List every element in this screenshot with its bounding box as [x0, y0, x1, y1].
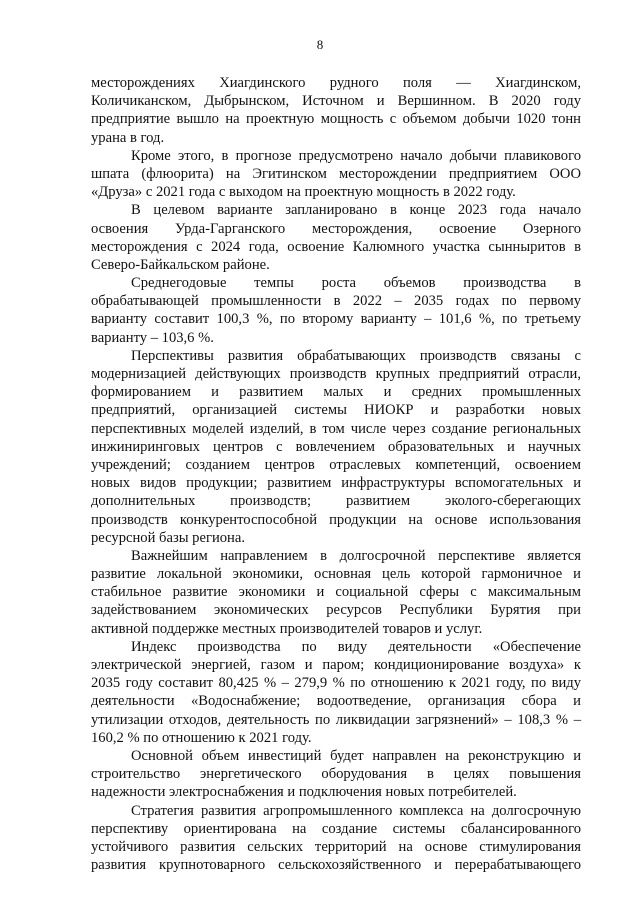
- text-line: месторождения с 2024 года, освоение Калюмного участка сынныритов в: [91, 238, 581, 255]
- text-line: новых видов продукции; развитием инфраструктуры вспомогательных и: [91, 475, 581, 492]
- text-line: производств конкурентоспособной продукции на основе использования: [91, 511, 581, 528]
- text-line: Количиканском, Дыбрынском, Источном и Вершинном. В 2020 году: [91, 93, 581, 110]
- text-line: 160,2 % по отношению к 2021 году.: [91, 729, 312, 746]
- document-body: [91, 74, 581, 874]
- page-number: 8: [316, 37, 324, 52]
- paragraph: [91, 201, 581, 274]
- paragraph: [91, 74, 581, 147]
- text-line: варианту составит 100,3 %, по второму варианту – 101,6 %, по третьему: [91, 311, 581, 328]
- paragraph: [91, 802, 581, 875]
- text-line: деятельности «Водоснабжение; водоотведение, организация сбора и: [91, 693, 581, 710]
- text-line: перспективных моделей изделий, в том числе через создание региональных: [91, 420, 581, 437]
- text-line: Важнейшим направлением в долгосрочной перспективе является: [131, 547, 581, 564]
- text-line: «Друза» с 2021 года с выходом на проектную мощность в 2022 году.: [91, 184, 516, 201]
- paragraph: [91, 147, 581, 202]
- paragraph: [91, 747, 581, 802]
- text-line: предприятий, организацией системы НИОКР и разработки новых: [91, 402, 581, 419]
- text-line: В целевом варианте запланировано в конце 2023 года начало: [131, 202, 581, 219]
- text-line: надежности электроснабжения и подключения новых потребителей.: [91, 784, 517, 801]
- paragraph: [91, 638, 581, 747]
- text-line: задействованием экономических ресурсов Республики Бурятия при: [91, 602, 581, 619]
- text-line: обрабатывающей промышленности в 2022 – 2035 годах по первому: [91, 293, 581, 310]
- text-line: учреждений; созданием центров отраслевых компетенций, освоением: [91, 456, 581, 473]
- text-line: урана в год.: [91, 129, 165, 146]
- text-line: Среднегодовые темпы роста объемов производства в: [131, 275, 581, 292]
- text-line: ресурсной базы региона.: [91, 529, 245, 546]
- text-line: предприятие вышло на проектную мощность с объемом добычи 1020 тонн: [91, 111, 581, 128]
- paragraph: [91, 274, 581, 347]
- text-line: инжиниринговых центров с вовлечением образовательных и научных: [91, 438, 581, 455]
- text-line: варианту – 103,6 %.: [91, 329, 214, 346]
- text-line: строительство энергетического оборудования в целях повышения: [91, 766, 581, 783]
- text-line: 2035 году составит 80,425 % – 279,9 % по отношению к 2021 году, по виду: [91, 675, 581, 692]
- text-line: Основной объем инвестиций будет направлен на реконструкцию и: [131, 747, 581, 764]
- text-line: модернизацией действующих производств крупных предприятий отрасли,: [91, 366, 581, 382]
- text-line: освоения Урда-Гарганского месторождения, освоение Озерного: [91, 220, 581, 237]
- text-line: утилизации отходов, деятельность по ликвидации загрязнений» – 108,3 % –: [91, 711, 581, 728]
- paragraph: [91, 347, 581, 547]
- text-line: месторождениях Хиагдинского рудного поля — Хиагдинском,: [91, 75, 581, 91]
- text-line: электрической энергией, газом и паром; кондиционирование воздуха» к: [91, 657, 581, 673]
- text-line: Индекс производства по виду деятельности «Обеспечение: [131, 638, 581, 655]
- text-line: Кроме этого, в прогнозе предусмотрено начало добычи плавикового: [131, 147, 581, 164]
- text-line: Стратегия развития агропромышленного комплекса на долгосрочную: [131, 802, 581, 819]
- text-line: активной поддержке местных производителей товаров и услуг.: [91, 620, 483, 637]
- text-line: развитие локальной экономики, основная цель которой гармоничное и: [91, 566, 581, 583]
- text-line: устойчивого развития сельских территорий на основе стимулирования: [91, 838, 581, 855]
- text-line: Северо-Байкальском районе.: [91, 256, 270, 273]
- text-line: формированием и развитием малых и средних промышленных: [91, 384, 581, 401]
- text-line: стабильное развитие экономики и социальной сферы с максимальным: [91, 584, 581, 601]
- text-line: шпата (флюорита) на Эгитинском месторождении предприятием ООО: [91, 165, 581, 182]
- text-line: перспективу ориентирована на создание системы сбалансированного: [91, 820, 581, 837]
- text-line: развития крупнотоварного сельскохозяйственного и перерабатывающего: [91, 857, 581, 874]
- text-line: дополнительных производств; развитием эколого-сберегающих: [91, 493, 581, 510]
- text-line: Перспективы развития обрабатывающих производств связаны с: [131, 347, 581, 364]
- paragraph: [91, 547, 581, 638]
